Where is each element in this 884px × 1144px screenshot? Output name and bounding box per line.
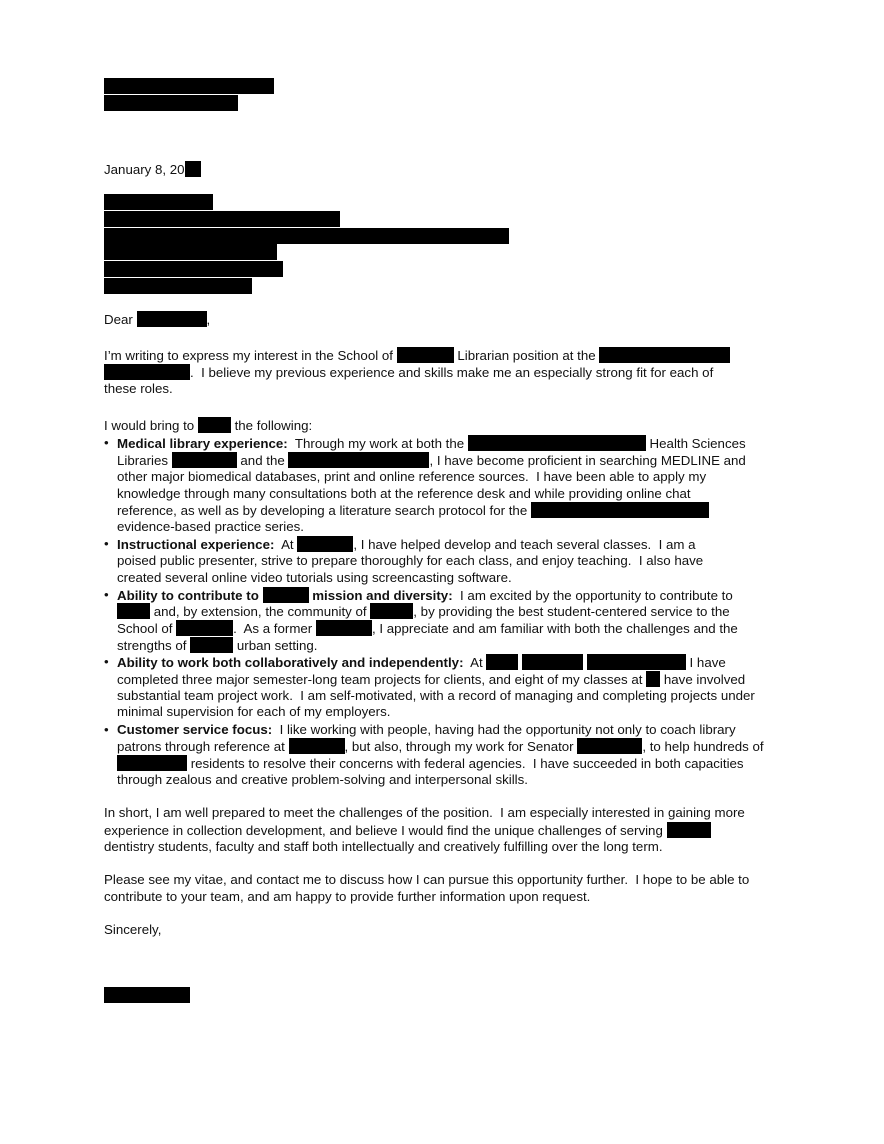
date-text: January 8, 20 xyxy=(104,162,185,177)
redacted-recipient-line xyxy=(104,228,509,244)
redacted-city xyxy=(190,637,233,653)
redacted-recipient-line xyxy=(104,278,252,294)
redacted-community xyxy=(370,603,413,619)
service-title: Customer service focus: xyxy=(117,722,273,737)
collab-line-1: Ability to work both collaboratively and independently: At I have xyxy=(117,655,726,670)
redacted-school xyxy=(397,347,454,363)
instruction-line-2: poised public presenter, strive to prepare thoroughly for each class, and enjoy teaching. I also have xyxy=(117,553,704,568)
mission-title-a: Ability to contribute to xyxy=(117,588,259,603)
closing-line-1: In short, I am well prepared to meet the challenges of the position. I am especially interested in gaining more xyxy=(104,805,745,820)
redacted-school xyxy=(667,822,711,838)
collab-title: Ability to work both collaboratively and independently: xyxy=(117,655,464,670)
redacted-series-name xyxy=(531,502,709,518)
intro-line-1: I’m writing to express my interest in the School of Librarian position at the xyxy=(104,347,730,365)
redacted-year xyxy=(185,161,201,177)
redacted-school xyxy=(176,620,233,636)
medical-line-1: Medical library experience: Through my work at both the Health Sciences xyxy=(117,436,746,451)
medical-line-5: reference, as well as by developing a literature search protocol for the xyxy=(117,502,709,520)
bullet-mark: • xyxy=(104,587,109,602)
bullet-mark: • xyxy=(104,722,109,737)
bullet-mark: • xyxy=(104,654,109,669)
redacted-recipient-line xyxy=(104,261,283,277)
intro-line-3: these roles. xyxy=(104,381,173,396)
redacted-senator xyxy=(577,738,642,754)
redacted-institution xyxy=(599,347,730,363)
redacted-org xyxy=(486,654,518,670)
mission-title-b: mission and diversity: xyxy=(312,588,453,603)
closing-line-3: dentistry students, faculty and staff both intellectually and creatively fulfilling over the long term. xyxy=(104,839,663,854)
service-line-3: residents to resolve their concerns with federal agencies. I have succeeded in both capacities xyxy=(117,755,744,773)
collab-line-4: minimal supervision for each of my employers. xyxy=(117,704,391,719)
instruction-line-3: created several online video tutorials using screencasting software. xyxy=(117,570,512,585)
redacted-org xyxy=(117,603,150,619)
medical-line-6: evidence-based practice series. xyxy=(117,519,304,534)
bring-line: I would bring to the following: xyxy=(104,418,313,433)
medical-line-4: knowledge through many consultations both at the reference desk and while providing online chat xyxy=(117,486,691,501)
redacted-recipient-line xyxy=(104,194,213,210)
greeting-comma: , xyxy=(206,312,211,327)
redacted-org xyxy=(198,417,231,433)
redacted-university xyxy=(468,435,646,451)
mission-line-4: strengths of urban setting. xyxy=(117,638,318,653)
medical-title: Medical library experience: xyxy=(117,436,288,451)
letter-date xyxy=(104,161,201,179)
contact-line-1: Please see my vitae, and contact me to discuss how I can pursue this opportunity further. I hope to be able to xyxy=(104,872,750,887)
redacted-employer xyxy=(297,536,353,552)
medical-line-3: other major biomedical databases, print and online reference sources. I have been able to apply my xyxy=(117,469,707,484)
redacted-recipient-line xyxy=(104,244,277,260)
service-line-2: patrons through reference at , but also, through my work for Senator , to help hundreds of xyxy=(117,739,764,754)
greeting-text: Dear xyxy=(104,312,133,327)
redacted-recipient-line xyxy=(104,211,340,227)
redacted-org xyxy=(263,587,309,603)
closing-line-2: experience in collection development, and believe I would find the unique challenges of serving xyxy=(104,822,711,840)
intro-line-2: . I believe my previous experience and skills make me an especially strong fit for each of xyxy=(104,364,713,382)
redacted-sender-name xyxy=(104,78,274,94)
redacted-location xyxy=(172,452,237,468)
redacted-role xyxy=(316,620,372,636)
redacted-signature xyxy=(104,987,190,1003)
collab-line-2: completed three major semester-long team projects for clients, and eight of my classes at have involved xyxy=(117,672,746,687)
redacted-employer xyxy=(289,738,345,754)
mission-line-1: Ability to contribute to mission and diversity: I am excited by the opportunity to contribute to xyxy=(117,588,733,603)
redacted-sender-contact xyxy=(104,95,238,111)
bullet-mark: • xyxy=(104,536,109,551)
instruction-line-1: Instructional experience: At , I have helped develop and teach several classes. I am a xyxy=(117,537,696,552)
redacted-org xyxy=(522,654,583,670)
redacted-org xyxy=(646,671,660,687)
signoff: Sincerely, xyxy=(104,922,162,937)
redacted-institution-cont xyxy=(104,364,190,380)
redacted-org xyxy=(587,654,686,670)
medical-line-2: Libraries and the , I have become proficient in searching MEDLINE and xyxy=(117,453,746,468)
mission-line-2: and, by extension, the community of , by providing the best student-centered service to the xyxy=(117,603,730,621)
mission-line-3: School of . As a former , I appreciate and am familiar with both the challenges and the xyxy=(117,621,738,636)
redacted-addressee xyxy=(137,311,207,327)
greeting xyxy=(104,311,210,329)
redacted-library xyxy=(288,452,429,468)
instruction-title: Instructional experience: xyxy=(117,537,275,552)
bullet-mark: • xyxy=(104,435,109,450)
contact-line-2: contribute to your team, and am happy to provide further information upon request. xyxy=(104,889,591,904)
collab-line-3: substantial team project work. I am self-motivated, with a record of managing and completing projects under xyxy=(117,688,755,703)
service-line-4: through zealous and creative problem-solving and interpersonal skills. xyxy=(117,772,528,787)
service-line-1: Customer service focus: I like working with people, having had the opportunity not only to coach library xyxy=(117,722,736,737)
redacted-state xyxy=(117,755,187,771)
